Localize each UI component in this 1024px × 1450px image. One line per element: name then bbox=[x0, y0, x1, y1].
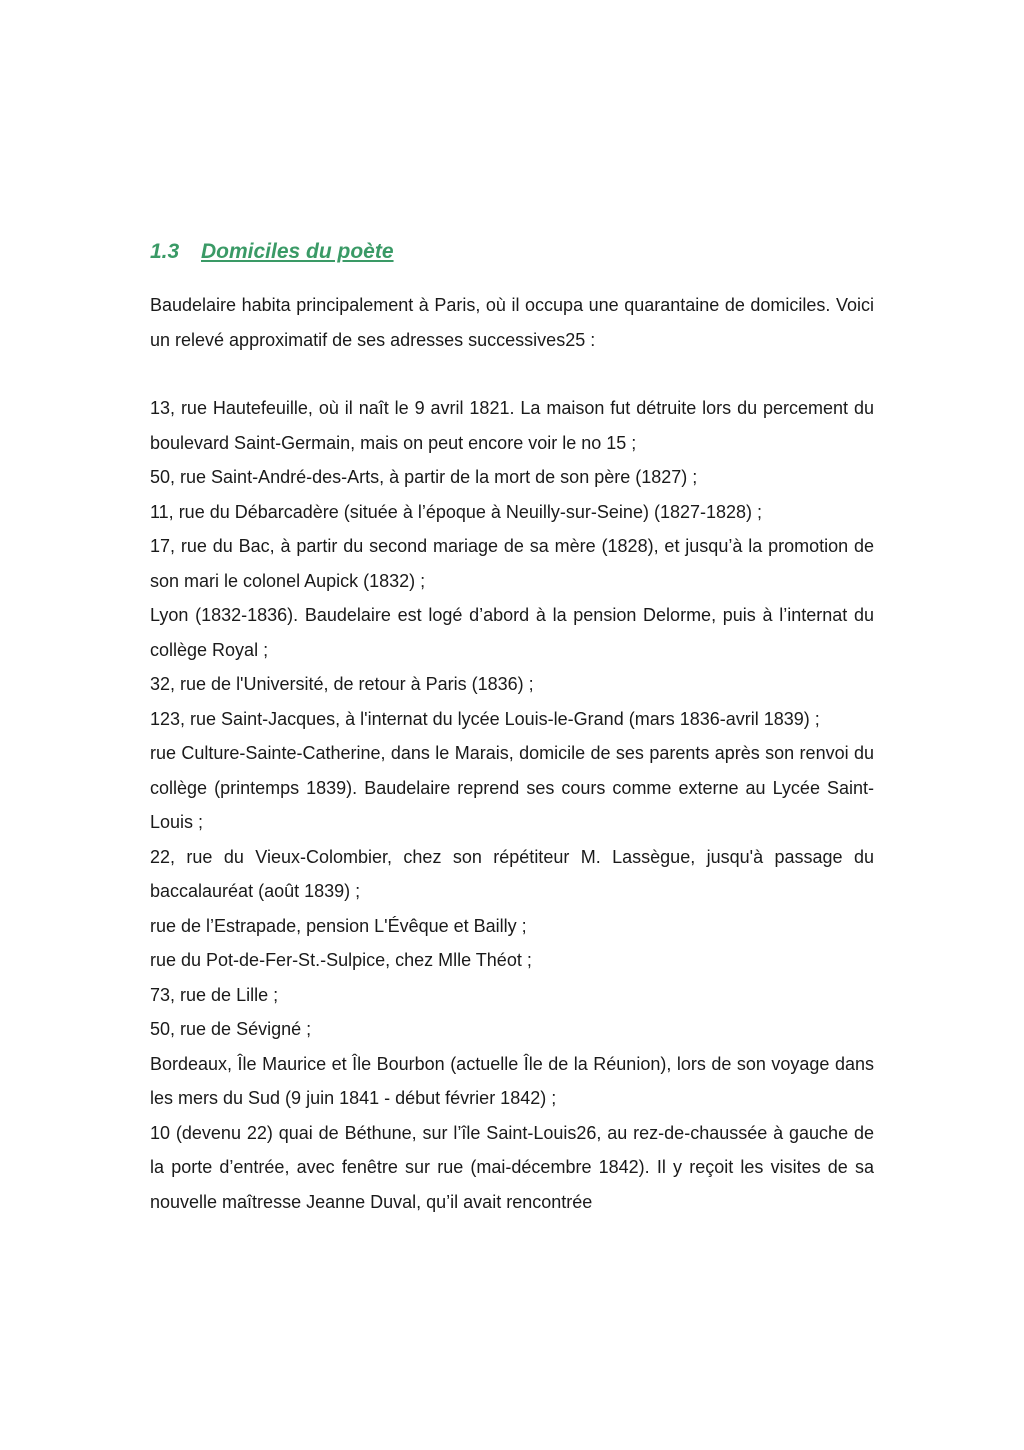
address-entry: Bordeaux, Île Maurice et Île Bourbon (actuelle Île de la Réunion), lors de son voyage dans les mers du Sud (9 juin 1841 - début février 1842) ; bbox=[150, 1053, 874, 1108]
section-heading bbox=[150, 236, 394, 268]
intro-paragraph: Baudelaire habita principalement à Paris, où il occupa une quarantaine de domiciles. Voici un relevé approximatif de ses adresses successives25 : bbox=[150, 295, 874, 350]
address-entry: Lyon (1832-1836). Baudelaire est logé d’abord à la pension Delorme, puis à l’internat du collège Royal ; bbox=[150, 605, 874, 660]
section-number: 1.3 bbox=[150, 240, 180, 263]
address-entry: 123, rue Saint-Jacques, à l'internat du lycée Louis-le-Grand (mars 1836-avril 1839) ; bbox=[150, 708, 820, 729]
address-entry: 50, rue de Sévigné ; bbox=[150, 1019, 312, 1039]
address-entry: rue Culture-Sainte-Catherine, dans le Marais, domicile de ses parents après son renvoi du collège (printemps 1839). Baudelaire reprend ses cours comme externe au Lycée Saint-Louis ; bbox=[150, 743, 874, 832]
address-entry: 13, rue Hautefeuille, où il naît le 9 avril 1821. La maison fut détruite lors du percement du boulevard Saint-Germain, mais on peut encore voir le no 15 ; bbox=[150, 398, 874, 453]
address-entry: 32, rue de l'Université, de retour à Paris (1836) ; bbox=[150, 674, 534, 694]
address-entry: 73, rue de Lille ; bbox=[150, 984, 279, 1005]
address-entry: 22, rue du Vieux-Colombier, chez son répétiteur M. Lassègue, jusqu'à passage du baccalauréat (août 1839) ; bbox=[150, 846, 874, 901]
address-entry: 50, rue Saint-André-des-Arts, à partir de la mort de son père (1827) ; bbox=[150, 467, 698, 487]
section-title: Domiciles du poète bbox=[201, 240, 394, 263]
address-entry: 11, rue du Débarcadère (située à l’époque à Neuilly-sur-Seine) (1827-1828) ; bbox=[150, 501, 763, 522]
address-entry: 17, rue du Bac, à partir du second mariage de sa mère (1828), et jusqu’à la promotion de son mari le colonel Aupick (1832) ; bbox=[150, 536, 874, 591]
address-entry: rue de l’Estrapade, pension L'Évêque et Bailly ; bbox=[150, 915, 527, 936]
address-entry: 10 (devenu 22) quai de Béthune, sur l’île Saint-Louis26, au rez-de-chaussée à gauche de la porte d’entrée, avec fenêtre sur rue (mai-décembre 1842). Il y reçoit les visites de sa nouvelle maîtresse Jeanne Duval, qu’il avait rencontrée bbox=[150, 1122, 874, 1212]
address-list bbox=[150, 391, 874, 1219]
address-entry: rue du Pot-de-Fer-St.-Sulpice, chez Mlle Théot ; bbox=[150, 950, 532, 970]
